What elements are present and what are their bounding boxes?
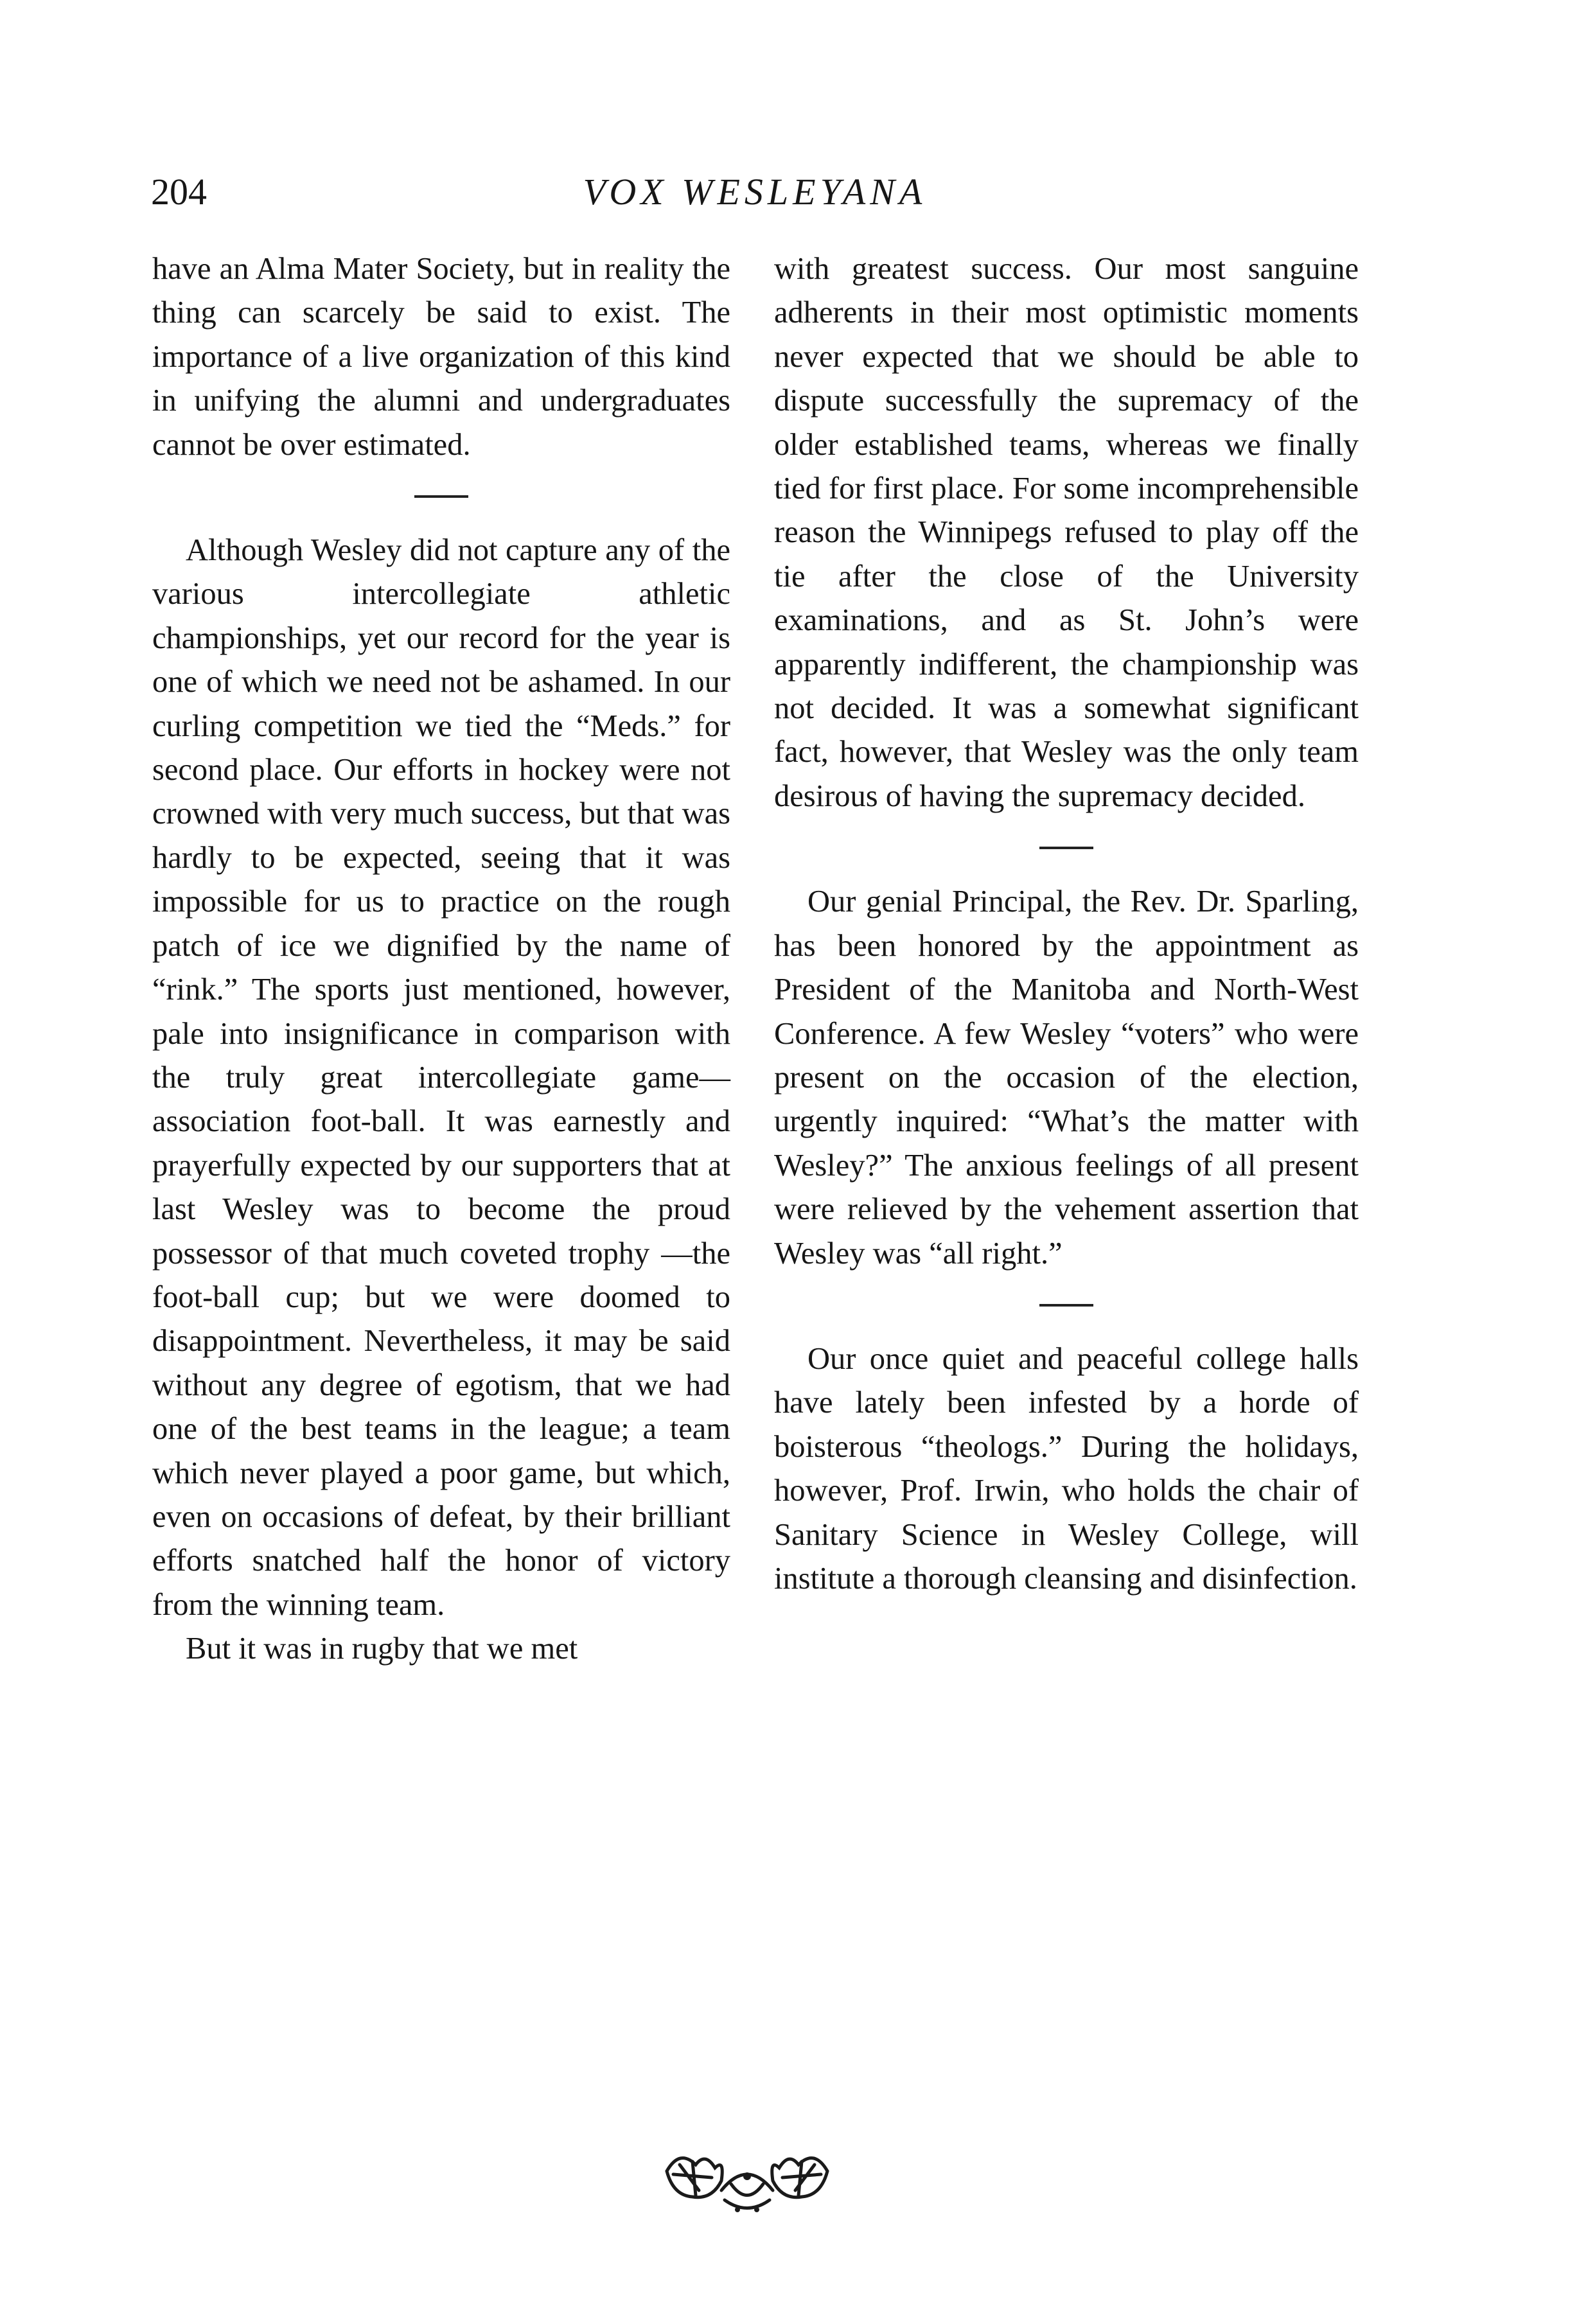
section-divider	[1039, 847, 1093, 849]
right-paragraph-1: with greatest success. Our most sanguine adherents in their most optimistic moments never expected that we should be able to dispute successfully the supremacy of the older established teams, whereas we finally tied for first place. For some incomprehensible reason the Winnipegs refused to play off the tie after the close of the University examinations, and as St. John’s were apparently indifferent, the championship was not decided. It was a somewhat significant fact, however, that Wesley was the only team desirous of having the supremacy decided.	[774, 252, 1359, 813]
page-number: 204	[151, 171, 207, 213]
floral-tailpiece-graphic	[660, 2145, 834, 2223]
floral-tailpiece-icon	[660, 2145, 834, 2223]
left-column	[152, 247, 730, 1671]
section-divider	[414, 495, 468, 498]
left-paragraph-2: Although Wesley did not capture any of the various intercollegiate athletic championships, yet our record for the year is one of which we need not be ashamed. In our curling competition we tied the “Meds.” for second place. Our efforts in hockey were not crowned with very much success, but that was hardly to be expected, seeing that it was impossible for us to practice on the rough patch of ice we dignified by the name of “rink.” The sports just mentioned, however, pale into insignificance in comparison with the truly great intercollegiate game—association foot-ball. It was earnestly and prayerfully expected by our supporters that at last Wesley was to become the proud possessor of that much coveted trophy —the foot-ball cup; but we were doomed to disappointment. Nevertheless, it may be said without any degree of egotism, that we had one of the best teams in the league; a team which never played a poor game, but which, even on occasions of defeat, by their brilliant efforts snatched half the honor of victory from the winning team.	[152, 533, 730, 1622]
right-paragraph-2: Our genial Principal, the Rev. Dr. Sparling, has been honored by the appointment as President of the Manitoba and North-West Conference. A few Wesley “voters” who were present on the occasion of the election, urgently inquired: “What’s the matter with Wesley?” The anxious feelings of all present were relieved by the vehement assertion that Wesley was “all right.”	[774, 885, 1359, 1271]
right-column	[774, 247, 1359, 1601]
page-header	[151, 170, 1359, 228]
running-title: VOX WESLEYANA	[583, 171, 927, 213]
section-divider	[1039, 1304, 1093, 1307]
left-paragraph-3: But it was in rugby that we met	[186, 1632, 578, 1666]
left-paragraph-1: have an Alma Mater Society, but in reality the thing can scarcely be said to exist. The importance of a live organization of this kind in unifying the alumni and undergraduates cannot be over estimated.	[152, 252, 730, 462]
right-paragraph-3: Our once quiet and peaceful college halls have lately been infested by a horde of boisterous “theologs.” During the holidays, however, Prof. Irwin, who holds the chair of Sanitary Science in Wesley College, will institute a thorough cleansing and disinfection.	[774, 1341, 1359, 1596]
